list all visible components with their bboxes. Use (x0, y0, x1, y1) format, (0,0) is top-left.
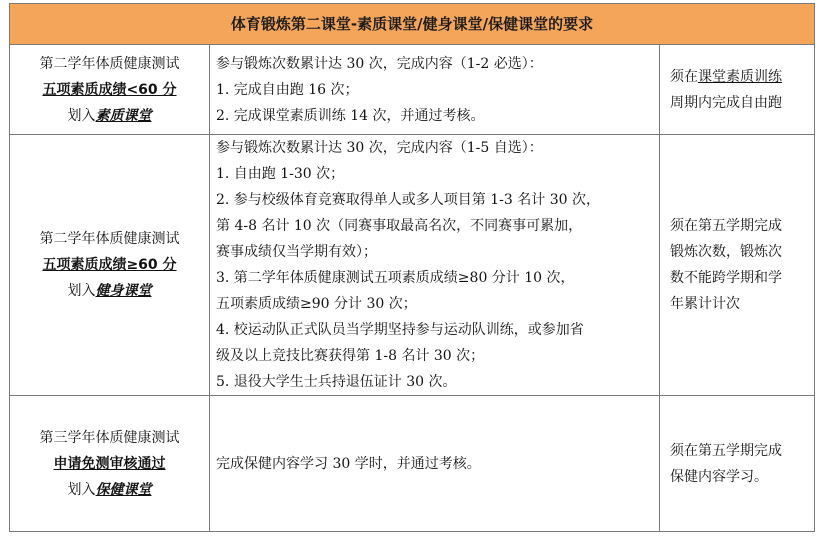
condition-criterion: 五项素质成绩<60 分 (42, 81, 177, 98)
note-line: 周期内完成自由跑 (670, 94, 782, 111)
content-line: 2. 参与校级体育竞赛取得单人或多人项目第 1-3 名计 30 次， (216, 192, 600, 208)
assign-prefix: 划入 (67, 481, 96, 498)
content-line: 赛事成绩仅当学期有效）； (216, 244, 377, 260)
content-cell (210, 45, 660, 135)
note-cell (660, 45, 815, 135)
assign-class: 素质课堂 (95, 107, 152, 124)
condition-cell (10, 45, 210, 135)
assign-prefix: 划入 (67, 283, 96, 299)
table-title: 体育锻炼第二课堂-素质课堂/健身课堂/保健课堂的要求 (10, 4, 815, 45)
content-line: 完成保健内容学习 30 学时，并通过考核。 (216, 455, 481, 472)
assign-prefix: 划入 (67, 107, 96, 124)
condition-criterion: 申请免测审核通过 (53, 455, 166, 472)
note-line (670, 64, 808, 90)
content-line: 4. 校运动队正式队员当学期坚持参与运动队训练，或参加省 (216, 322, 584, 338)
content-line: 参与锻炼次数累计达 30 次，完成内容（1-5 自选）： (216, 140, 543, 156)
note-line: 须在第五学期完成 (670, 218, 782, 234)
note-underlined: 课堂素质训练 (698, 68, 782, 85)
condition-assign (10, 103, 209, 129)
content-line: 2. 完成课堂素质训练 14 次，并通过考核。 (216, 107, 485, 124)
note-line: 年累计计次 (670, 296, 740, 312)
content-line: 1. 自由跑 1-30 次； (216, 166, 345, 182)
table-row-suzhi (10, 45, 815, 135)
title-row (10, 4, 815, 45)
condition-criterion: 五项素质成绩≥60 分 (42, 257, 177, 273)
content-cell (210, 396, 660, 532)
condition-prefix: 第二学年体质健康测试 (39, 231, 180, 247)
condition-prefix: 第二学年体质健康测试 (39, 55, 180, 72)
content-cell (210, 135, 660, 396)
content-line: 3. 第二学年体质健康测试五项素质成绩≥80 分计 10 次， (216, 270, 575, 286)
condition-assign (10, 477, 209, 503)
assign-class: 保健课堂 (95, 481, 152, 498)
content-line: 级及以上竞技比赛获得第 1-8 名计 30 次； (216, 348, 485, 364)
content-line: 5. 退役大学生士兵持退伍证计 30 次。 (216, 374, 457, 390)
requirements-table-wrapper (9, 3, 814, 532)
condition-cell (10, 135, 210, 396)
condition-cell (10, 396, 210, 532)
note-line: 锻炼次数，锻炼次 (670, 244, 782, 260)
note-line: 须在第五学期完成 (670, 442, 782, 459)
assign-class: 健身课堂 (95, 283, 152, 299)
note-line: 保健内容学习。 (670, 468, 768, 485)
note-cell (660, 135, 815, 396)
note-prefix: 须在 (670, 68, 698, 85)
note-line: 数不能跨学期和学 (670, 270, 782, 286)
table-row-jianshen (10, 135, 815, 396)
content-line: 参与锻炼次数累计达 30 次，完成内容（1-2 必选）： (216, 55, 543, 72)
content-line: 1. 完成自由跑 16 次； (216, 81, 359, 98)
requirements-table (9, 3, 815, 532)
condition-prefix: 第三学年体质健康测试 (39, 429, 180, 446)
note-cell (660, 396, 815, 532)
content-line: 五项素质成绩≥90 分计 30 次； (216, 296, 417, 312)
table-row-baojian (10, 396, 815, 532)
condition-assign (10, 278, 209, 304)
content-line: 第 4-8 名计 10 次（同赛事取最高名次，不同赛事可累加， (216, 218, 583, 234)
